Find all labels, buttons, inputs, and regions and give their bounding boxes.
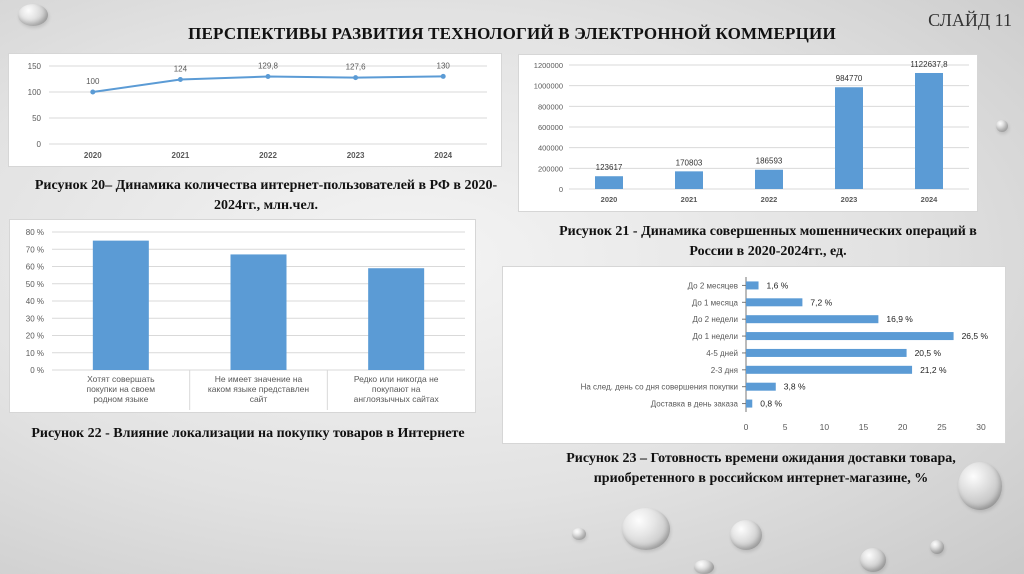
bar — [746, 298, 802, 306]
bar — [746, 400, 752, 408]
data-point — [353, 75, 358, 80]
x-tick-label: Не имеет значение на — [214, 374, 303, 384]
bar — [746, 332, 954, 340]
x-tick-label: 5 — [782, 422, 788, 432]
x-tick-label: 20 — [897, 422, 908, 432]
water-drop — [730, 520, 762, 550]
y-tick-label: 20 % — [25, 331, 44, 341]
y-tick-label: 80 % — [25, 228, 44, 237]
water-drop — [572, 528, 586, 540]
y-tick-label: Доставка в день заказа — [650, 399, 738, 409]
data-label: 21,2 % — [920, 364, 947, 375]
y-tick-label: 0 — [558, 185, 563, 194]
x-tick-label: 25 — [937, 422, 947, 432]
water-drop — [860, 548, 886, 572]
data-label: 100 — [86, 77, 100, 86]
bar — [93, 241, 149, 370]
data-label: 124 — [173, 64, 188, 74]
data-label: 7,2 % — [810, 297, 833, 308]
data-point — [90, 90, 95, 95]
y-tick-label: 200000 — [537, 164, 563, 174]
x-tick-label: 15 — [858, 422, 869, 432]
caption-fig22: Рисунок 22 - Влияние локализации на покупку товаров в Интернете — [31, 426, 465, 441]
data-label: 1,6 % — [766, 280, 789, 291]
horizontal-bar-chart-svg — [503, 267, 1005, 443]
y-tick-label: 800000 — [537, 102, 563, 112]
y-tick-label: 1200000 — [533, 61, 563, 70]
y-tick-label: 10 % — [25, 348, 44, 358]
x-tick-label: англоязычных сайтах — [353, 394, 439, 404]
y-tick-label: 0 % — [30, 366, 44, 375]
water-drop — [996, 120, 1008, 132]
x-tick-label: 2024 — [434, 151, 453, 160]
x-tick-label: Хотят совершать — [87, 374, 155, 384]
y-tick-label: 4-5 дней — [706, 348, 738, 358]
bar — [835, 87, 863, 189]
caption-fig20: Рисунок 20– Динамика количества интернет-пользователей в РФ в 2020-2024гг., млн.чел. — [34, 178, 498, 213]
bar — [746, 383, 776, 391]
y-tick-label: 100 — [27, 88, 41, 97]
bar — [746, 349, 907, 357]
bar-chart-svg — [519, 55, 977, 211]
x-tick-label: 2023 — [346, 151, 365, 160]
x-tick-label: 30 — [976, 422, 986, 432]
x-tick-label: 10 — [819, 422, 830, 432]
bar — [746, 366, 912, 374]
data-label: 16,9 % — [886, 314, 913, 325]
water-drop — [694, 560, 714, 574]
data-label: 129,8 — [257, 61, 279, 71]
data-label: 123617 — [595, 163, 623, 173]
water-drop — [622, 508, 670, 550]
y-tick-label: До 2 недели — [692, 315, 738, 325]
y-tick-label: До 1 месяца — [691, 298, 738, 308]
x-tick-label: родном языке — [93, 394, 149, 404]
x-tick-label: 2024 — [920, 195, 938, 204]
slide-title: ПЕРСПЕКТИВЫ РАЗВИТИЯ ТЕХНОЛОГИЙ В ЭЛЕКТРОННОЙ КОММЕРЦИИ — [188, 24, 836, 43]
data-label: 127,6 — [345, 62, 366, 72]
data-label: 20,5 % — [914, 347, 942, 358]
x-tick-label: 2020 — [600, 195, 618, 204]
data-label: 130 — [436, 61, 450, 71]
data-point — [441, 74, 446, 79]
y-tick-label: На след. день со дня совершения покупки — [580, 382, 738, 392]
y-tick-label: 60 % — [25, 262, 44, 272]
x-tick-label: 2022 — [259, 151, 277, 160]
x-tick-label: 2021 — [171, 151, 190, 160]
bar — [368, 268, 424, 370]
chart-fraud-operations — [518, 54, 978, 212]
x-tick-label: каком языке представлен — [207, 384, 310, 394]
bar — [755, 170, 783, 189]
y-tick-label: 40 % — [25, 297, 44, 306]
data-point — [178, 77, 183, 82]
y-tick-label: 1000000 — [533, 81, 563, 91]
y-tick-label: 400000 — [537, 143, 563, 153]
y-tick-label: До 2 месяцев — [687, 281, 738, 291]
data-label: 186593 — [755, 156, 783, 166]
data-label: 984770 — [835, 74, 863, 84]
chart-delivery-wait — [502, 266, 1006, 444]
bar — [746, 315, 878, 323]
line-chart-svg — [9, 54, 501, 166]
data-label: 3,8 % — [783, 381, 806, 392]
y-tick-label: 30 % — [25, 314, 44, 324]
y-tick-label: 70 % — [25, 245, 44, 255]
x-tick-label: 2020 — [83, 151, 102, 160]
bar — [915, 73, 943, 189]
x-tick-label: покупают на — [371, 384, 421, 394]
y-tick-label: 50 — [32, 114, 41, 123]
water-drop — [18, 4, 48, 26]
chart-internet-users — [8, 53, 502, 167]
x-tick-label: 2021 — [680, 195, 698, 204]
data-label: 170803 — [675, 158, 703, 168]
data-point — [266, 74, 271, 79]
data-label: 26,5 % — [961, 331, 989, 342]
y-tick-label: До 1 недели — [692, 332, 738, 342]
bar — [231, 254, 287, 370]
x-tick-label: покупки на своем — [86, 384, 156, 394]
data-label: 0,8 % — [760, 398, 783, 409]
x-tick-label: Редко или никогда не — [353, 374, 439, 384]
bar — [595, 176, 623, 189]
y-tick-label: 150 — [27, 62, 41, 71]
x-tick-label: сайт — [249, 394, 268, 404]
y-tick-label: 0 — [36, 140, 41, 149]
data-label: 1122637,8 — [910, 59, 948, 69]
y-tick-label: 2-3 дня — [710, 365, 738, 375]
y-tick-label: 600000 — [537, 123, 563, 132]
y-tick-label: 50 % — [25, 279, 44, 289]
x-tick-label: 0 — [743, 422, 749, 432]
x-tick-label: 2022 — [760, 195, 778, 204]
bar — [675, 171, 703, 189]
slide-number: СЛАЙД 11 — [928, 10, 1012, 30]
bar — [746, 281, 759, 289]
chart-localization — [9, 219, 476, 413]
bar-chart-svg — [10, 220, 475, 412]
x-tick-label: 2023 — [840, 195, 858, 204]
caption-fig23: Рисунок 23 – Готовность времени ожидания доставки товара, приобретенного в российском интернет-магазине, % — [566, 451, 956, 486]
water-drop — [930, 540, 944, 554]
caption-fig21: Рисунок 21 - Динамика совершенных мошеннических операций в России в 2020-2024гг., ед. — [559, 224, 977, 259]
